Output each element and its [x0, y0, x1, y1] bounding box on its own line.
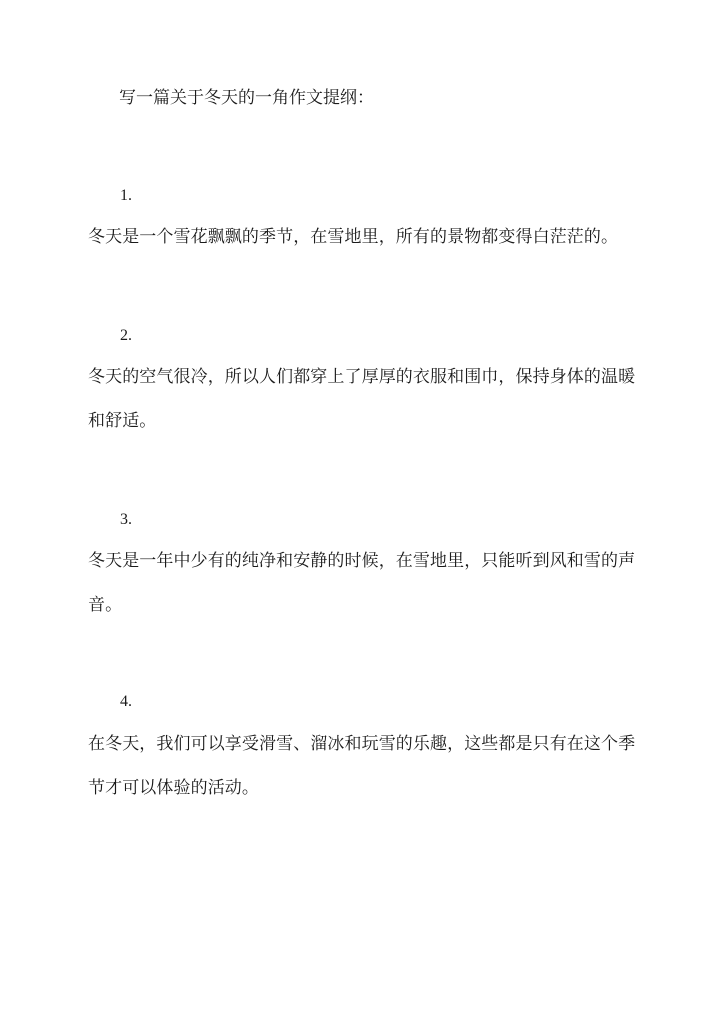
document-title: 写一篇关于冬天的一角作文提纲：	[119, 88, 374, 108]
paragraph-line: 节才可以体验的活动。	[88, 778, 259, 798]
paragraph-line: 冬天是一年中少有的纯净和安静的时候，在雪地里，只能听到风和雪的声	[88, 551, 636, 571]
item-paragraph-2	[88, 355, 648, 443]
item-number-4: 4.	[120, 693, 132, 710]
item-paragraph-4	[88, 722, 648, 810]
paragraph-line: 在冬天，我们可以享受滑雪、溜冰和玩雪的乐趣，这些都是只有在这个季	[88, 734, 636, 754]
paragraph-line: 冬天是一个雪花飘飘的季节，在雪地里，所有的景物都变得白茫茫的。	[88, 227, 619, 247]
paragraph-line: 冬天的空气很冷，所以人们都穿上了厚厚的衣服和围巾，保持身体的温暖	[88, 367, 636, 387]
paragraph-line: 音。	[88, 595, 123, 615]
item-number-1: 1.	[120, 187, 132, 204]
item-paragraph-1	[88, 215, 648, 259]
paragraph-line: 和舒适。	[88, 411, 157, 431]
item-number-2: 2.	[120, 327, 132, 344]
item-number-3: 3.	[120, 511, 132, 528]
item-paragraph-3	[88, 539, 648, 627]
